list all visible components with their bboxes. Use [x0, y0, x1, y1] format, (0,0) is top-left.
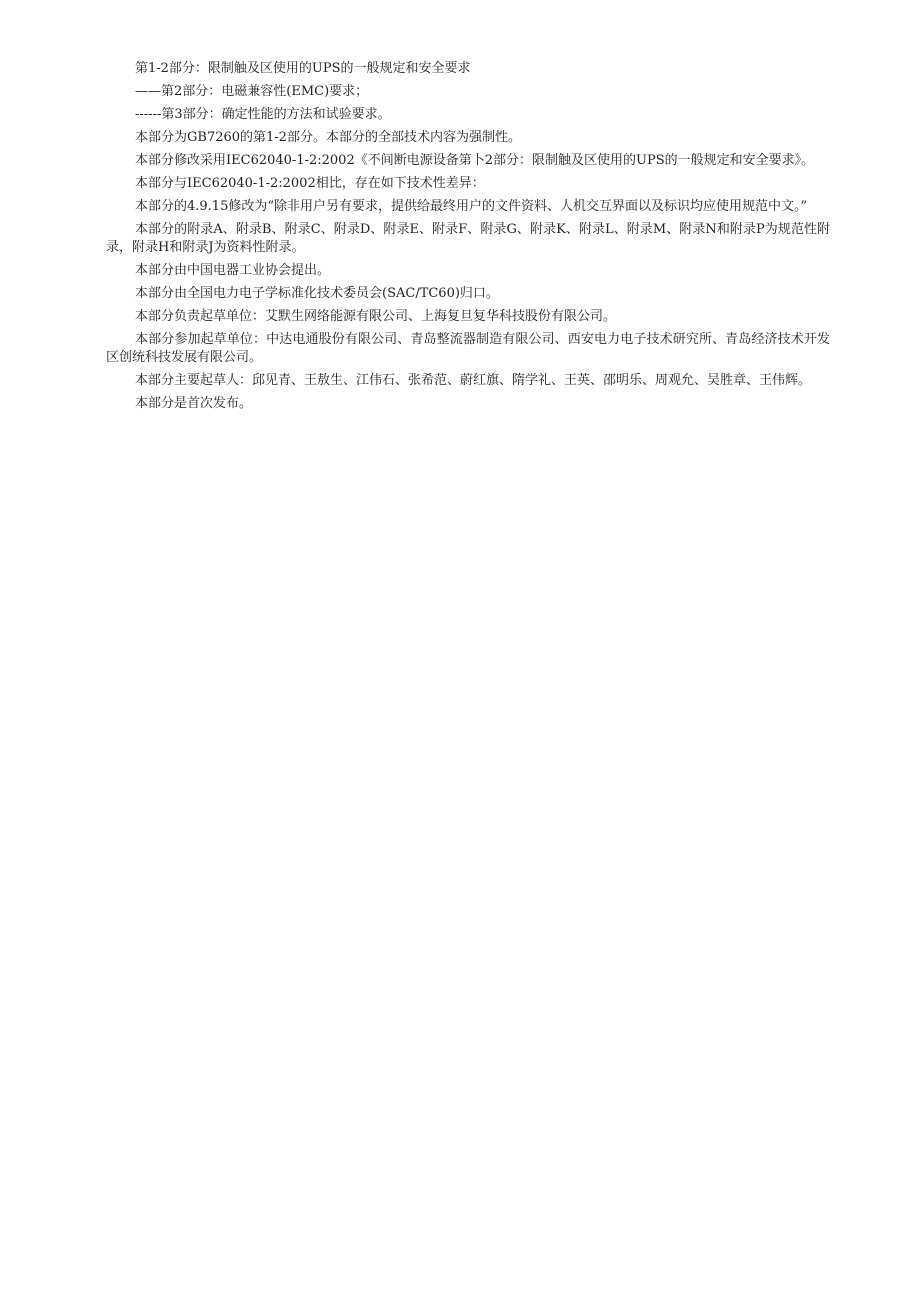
participating-unit-paragraph: 本部分参加起草单位：中达电通股份有限公司、青岛整流器制造有限公司、西安电力电子技术研究所、青岛经济技术开发区创统科技发展有限公司。 [106, 332, 830, 365]
committee-paragraph: 本部分由全国电力电子学标准化技术委员会(SAC/TC60)归口。 [135, 286, 499, 301]
first-release-paragraph: 本部分是首次发布。 [135, 396, 253, 411]
part-2-line: ——第2部分：电磁兼容性(EMC)要求； [135, 84, 369, 99]
part-1-2-line: 第1-2部分：限制触及区使用的UPS的一般规定和安全要求 [135, 61, 471, 76]
part-3-line: ------第3部分：确定性能的方法和试验要求。 [135, 107, 391, 122]
proposer-paragraph: 本部分由中国电器工业协会提出。 [135, 263, 331, 278]
adoption-paragraph: 本部分修改采用IEC62040-1-2:2002《不间断电源设备第卜2部分：限制触及区使用的UPS的一般规定和安全要求》。 [135, 153, 815, 168]
annex-paragraph: 本部分的附录A、附录B、附录C、附录D、附录E、附录F、附录G、附录K、附录L、附录M、附录N和附录P为规范性附录，附录H和附录J为资料性附录。 [106, 222, 830, 255]
drafting-unit-paragraph: 本部分负责起草单位：艾默生网络能源有限公司、上海复旦复华科技股份有限公司。 [135, 309, 617, 324]
drafters-paragraph: 本部分主要起草人：邱见青、王敖生、江伟石、张希范、蔚红旗、隋学礼、王英、邵明乐、周观允、吴胜章、王伟辉。 [135, 373, 812, 388]
differences-intro-paragraph: 本部分与IEC62040-1-2:2002相比，存在如下技术性差异： [135, 176, 485, 191]
scope-paragraph: 本部分为GB7260的第1-2部分。本部分的全部技术内容为强制性。 [135, 130, 521, 145]
modification-paragraph: 本部分的4.9.15修改为“除非用户另有要求，提供给最终用户的文件资料、人机交互界面以及标识均应使用规范中文。” [135, 199, 808, 214]
